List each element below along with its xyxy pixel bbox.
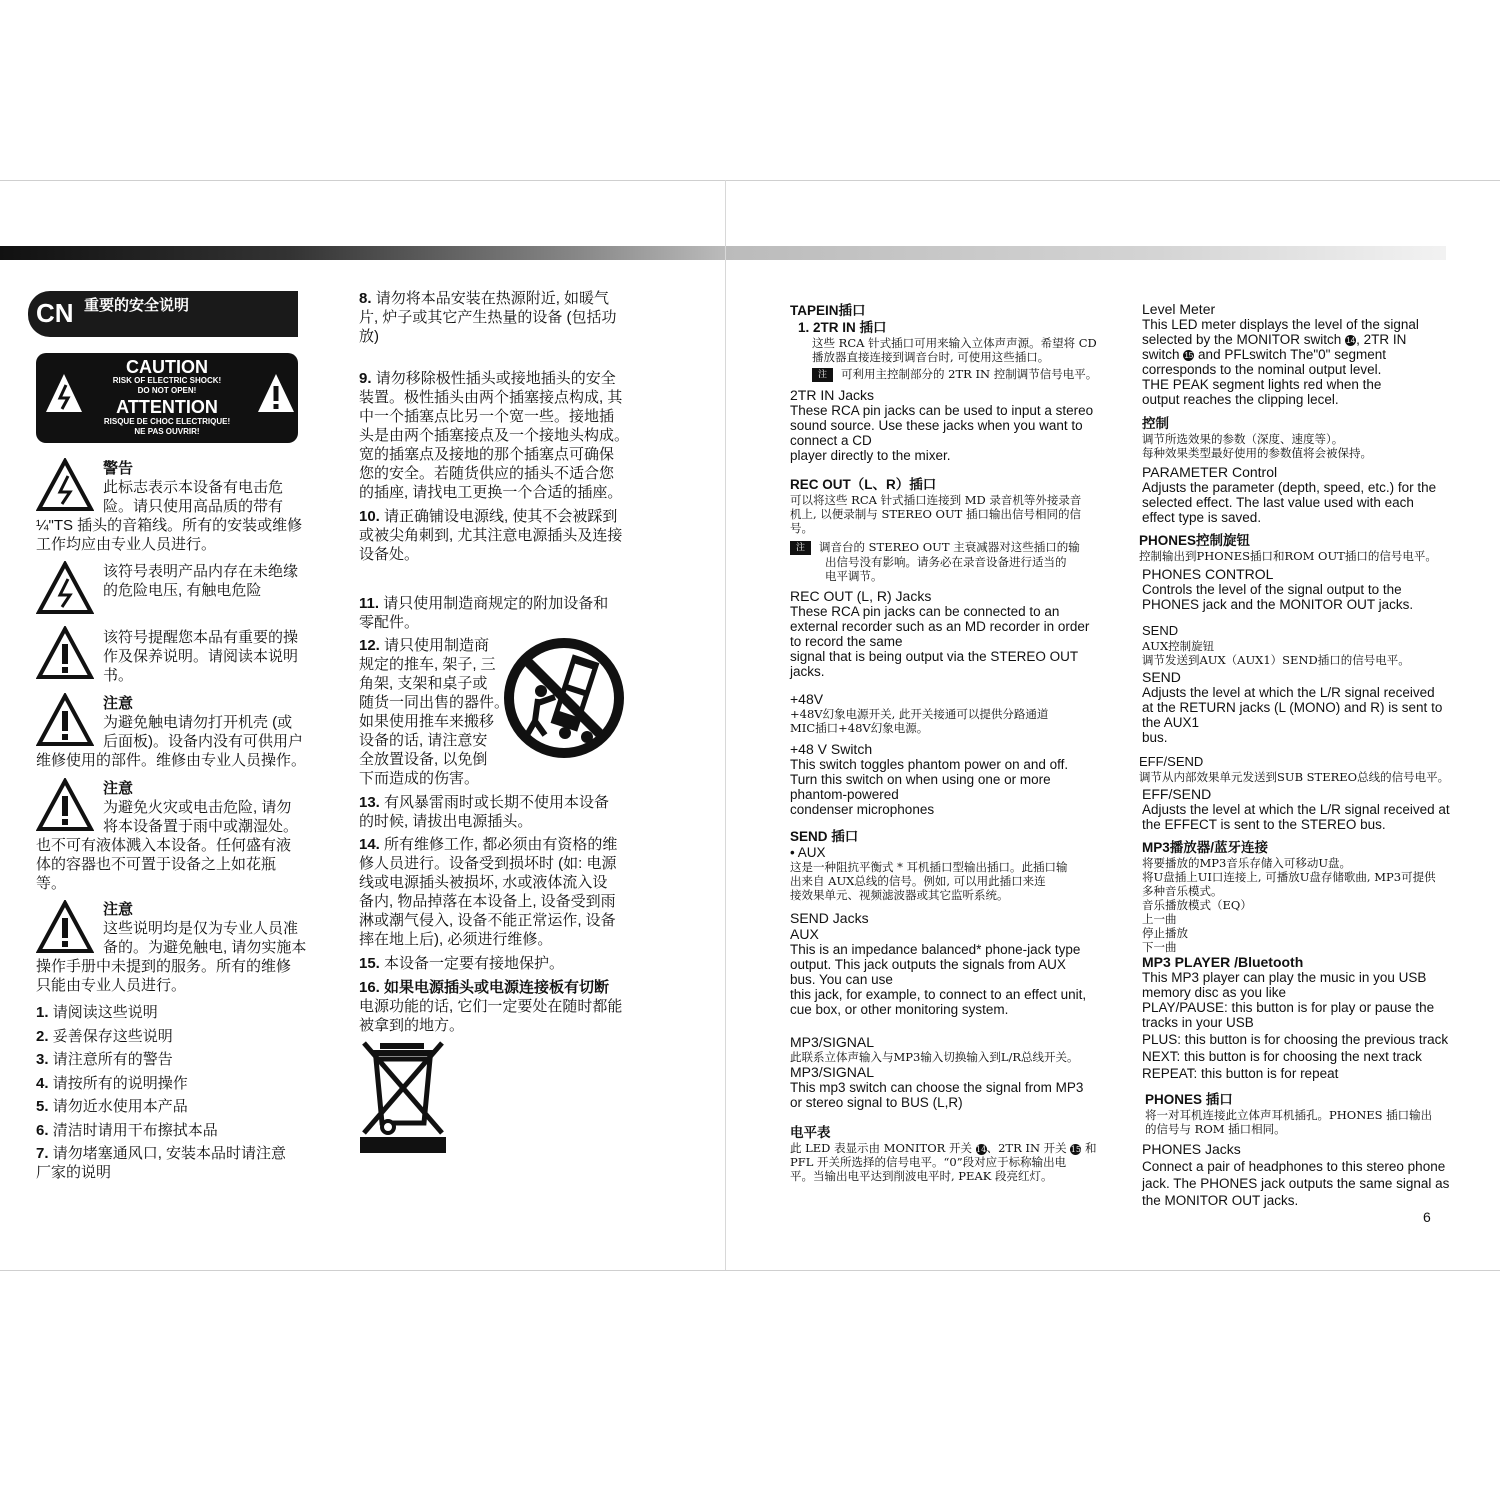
mp3-player-text-cn: 将U盘插上UI口连接上, 可播放U盘存储歌曲, MP3可提供 <box>1142 870 1436 884</box>
exclamation-triangle-icon <box>36 693 94 747</box>
mp3-player-text-cn: 上一曲 <box>1142 912 1177 926</box>
send-heading: SEND <box>1142 669 1181 685</box>
list-item <box>36 1144 316 1163</box>
list-number: 4. <box>36 1074 49 1092</box>
item-text: 如果电源插头或电源连接板有切断 <box>384 979 610 996</box>
phantom-text: Turn this switch on when using one or more <box>790 772 1051 787</box>
warning3-line: 该符号提醒您本品有重要的操 <box>103 629 299 646</box>
item-text: 中一个插塞点比另一个宽一些。接地插 <box>359 408 615 425</box>
eff-send-text: the EFFECT is sent to the STEREO bus. <box>1142 817 1386 832</box>
item-number: 10. <box>359 508 380 525</box>
list-number: 7. <box>36 1145 49 1162</box>
page-number: 6 <box>1423 1209 1431 1225</box>
note2-line: 将本设备置于雨中或潮湿处。 <box>103 818 299 835</box>
item-11 <box>359 594 629 613</box>
meter-text: , 2TR IN <box>1356 332 1407 347</box>
send-text-cn: 调节发送到AUX（AUX1）SEND插口的信号电平。 <box>1142 653 1410 667</box>
list-text: 请勿堵塞通风口, 安装本品时请注意 <box>52 1145 287 1162</box>
rec-out-text-cn: 号。 <box>790 521 813 535</box>
meter-text: switch <box>1142 347 1180 362</box>
item-text: 设备处。 <box>359 546 420 563</box>
item-number: 13. <box>359 794 380 811</box>
send-aux-label: • AUX <box>790 845 826 860</box>
mp3-player-heading: MP3 PLAYER /Bluetooth <box>1142 954 1304 970</box>
note3-line: 这些说明均是仅为专业人员准 <box>103 920 299 937</box>
bottom-page-edge <box>0 1270 1500 1271</box>
item-text: 有风暴雷雨时或长期不使用本设备 <box>384 794 610 811</box>
phantom-text: This switch toggles phantom power on and off. <box>790 757 1069 772</box>
send-text: This is an impedance balanced* phone-jack type <box>790 942 1081 957</box>
list-number: 1. <box>36 1004 49 1021</box>
item-15 <box>359 954 629 973</box>
mp3-player-text: NEXT: this button is for choosing the next track <box>1142 1049 1422 1064</box>
phantom-text: condenser microphones <box>790 802 935 817</box>
list-text: 请勿近水使用本产品 <box>52 1098 188 1115</box>
mp3-signal-text-cn: 此联系立体声输入与MP3输入切换输入到L/R总线开关。 <box>790 1050 1079 1064</box>
phantom-heading-cn: +48V <box>790 691 824 707</box>
rec-out-note <box>790 540 1120 555</box>
note-tag: 注 <box>812 368 833 382</box>
phantom-text-cn: MIC插口+48V幻象电源。 <box>790 721 929 735</box>
list-text: 妥善保存这些说明 <box>52 1027 173 1045</box>
attention-sub1: RISQUE DE CHOC ELECTRIQUE! <box>103 417 231 426</box>
caution-box <box>36 353 298 443</box>
mp3-player-text: memory disc as you like <box>1142 985 1287 1000</box>
mp3-signal-heading: MP3/SIGNAL <box>790 1064 875 1080</box>
parameter-text: Adjusts the parameter (depth, speed, etc.) for the <box>1142 480 1437 495</box>
note2-title: 注意 <box>103 780 134 797</box>
meter-text: 、2TR IN 开关 <box>986 1141 1067 1155</box>
item-text: 您的安全。若随货供应的插头不适合您 <box>359 465 615 482</box>
item-number: 15. <box>359 955 380 972</box>
list-text: 请按所有的说明操作 <box>52 1074 188 1092</box>
item-text: 所有维修工作, 都必须由有资格的维 <box>384 836 618 853</box>
warning1-title: 警告 <box>103 460 134 477</box>
mp3-player-text: PLUS: this button is for choosing the previous track <box>1142 1032 1449 1047</box>
page-spine <box>725 180 726 1270</box>
item-8 <box>359 289 629 308</box>
mp3-player-text-cn: 将要播放的MP3音乐存储入可移动U盘。 <box>1142 856 1352 870</box>
phones-jack-text-cn: 将一对耳机连接此立体声耳机插孔。PHONES 插口输出 <box>1145 1108 1433 1122</box>
item-text: 备内, 物品掉落在本设备上, 设备受到雨 <box>359 893 616 910</box>
list-item <box>36 1074 316 1098</box>
callout-15-badge: 15 <box>1070 1144 1081 1154</box>
item-text: 全放置设备, 以免倒 <box>359 751 488 768</box>
callout-14-badge: 14 <box>1346 335 1356 345</box>
item-14 <box>359 835 629 854</box>
rec-out-text: to record the same <box>790 634 903 649</box>
2tr-in-text-cn: 这些 RCA 针式插口可用来输入立体声声源。希望将 CD <box>812 336 1097 350</box>
caution-title: CAUTION <box>126 357 208 377</box>
item-9 <box>359 369 629 388</box>
2tr-in-text-cn: 播放器直接连接到调音台时, 可使用这些插口。 <box>812 350 1050 364</box>
parameter-text: effect type is saved. <box>1142 510 1262 525</box>
level-meter-text: output reaches the clipping lecel. <box>1142 392 1339 407</box>
item-text: 角架, 支架和桌子或 <box>359 675 488 692</box>
send-jacks-heading: SEND Jacks <box>790 910 869 926</box>
eff-send-text: Adjusts the level at which the L/R signal received at <box>1142 802 1450 817</box>
send-text: output. This jack outputs the signals from AUX <box>790 957 1066 972</box>
note3-line: 只能由专业人员进行。 <box>36 977 187 994</box>
phones-jack-text-cn: 的信号与 ROM 插口相同。 <box>1145 1122 1286 1136</box>
item-text: 规定的推车, 架子, 三 <box>359 656 496 673</box>
note-text: 出信号没有影响。请务必在录音设备进行适当的 <box>825 555 1067 569</box>
item-text: 修人员进行。设备受到损坏时 (如: 电源 <box>359 855 617 872</box>
list-item <box>36 1050 316 1074</box>
phantom-switch-heading: +48 V Switch <box>790 741 873 757</box>
phones-control-text-cn: 控制输出到PHONES插口和ROM OUT插口的信号电平。 <box>1139 549 1437 563</box>
rec-out-text-cn: 可以将这些 RCA 针式插口连接到 MD 录音机等外接录音 <box>790 493 1082 507</box>
caution-sub2: DO NOT OPEN! <box>137 386 197 395</box>
send-text-cn: 出来自 AUX总线的信号。例如, 可以用此插口来连 <box>790 874 1046 888</box>
level-meter-text <box>1142 347 1472 362</box>
level-meter-text: THE PEAK segment lights red when the <box>1142 377 1382 392</box>
2tr-in-text: player directly to the mixer. <box>790 448 951 463</box>
warning1-line: ¼"TS 插头的音箱线。所有的安装或维修 <box>36 517 303 534</box>
send-text-cn: 这是一种阻抗平衡式 * 耳机插口型输出插口。此插口输 <box>790 860 1068 874</box>
list-item <box>36 1097 316 1121</box>
warning2-line: 的危险电压, 有触电危险 <box>103 582 262 599</box>
note-text: 可利用主控制部分的 2TR IN 控制调节信号电平。 <box>841 367 1098 381</box>
item-number: 14. <box>359 836 380 853</box>
send-text: cue box, or other monitoring system. <box>790 1002 1009 1017</box>
item-text: 淋或潮气侵入, 设备不能正常运作, 设备 <box>359 912 616 929</box>
item-text: 请勿将本品安装在热源附近, 如暖气 <box>375 290 610 307</box>
list-item <box>36 1003 316 1027</box>
2tr-in-note <box>790 367 1120 382</box>
header-gradient-bar-left <box>0 246 725 260</box>
tapein-heading: TAPEIN插口 <box>790 303 866 318</box>
lightning-triangle-icon <box>36 458 94 512</box>
attention-title: ATTENTION <box>116 397 218 417</box>
right-page-column-2 <box>1139 301 1472 1208</box>
list-number: 2. <box>36 1027 49 1045</box>
level-meter-heading-cn: 电平表 <box>790 1125 831 1140</box>
list-item <box>36 1027 316 1051</box>
item-text: 随货一同出售的器件。 <box>359 694 510 711</box>
item-text: 请正确铺设电源线, 使其不会被踩到 <box>384 508 618 525</box>
list-item <box>36 1121 316 1145</box>
mp3-player-text: PLAY/PAUSE: this button is for play or pause the <box>1142 1000 1435 1015</box>
item-10 <box>359 507 629 526</box>
cn-badge: CN <box>36 298 74 328</box>
send-text: the AUX1 <box>1142 715 1200 730</box>
send-aux-heading: AUX <box>790 926 819 942</box>
header-gradient-bar-right <box>726 246 1446 260</box>
mp3-signal-text: This mp3 switch can choose the signal from MP3 <box>790 1080 1084 1095</box>
note1-title: 注意 <box>103 695 134 712</box>
item-text: 下而造成的伤害。 <box>359 770 480 787</box>
mp3-player-text-cn: 停止播放 <box>1142 926 1188 940</box>
phantom-text: phantom-powered <box>790 787 899 802</box>
callout-14-badge: 14 <box>976 1144 987 1154</box>
meter-text: selected by the MONITOR switch <box>1142 332 1342 347</box>
send-text: at the RETURN jacks (L (MONO) and R) is sent to <box>1142 700 1443 715</box>
2tr-in-jacks-heading: 2TR IN Jacks <box>790 387 875 403</box>
item-text: 如果使用推车来搬移 <box>359 713 495 730</box>
item-text: 设备的话, 请注意安 <box>359 732 488 749</box>
warning3-line: 作及保养说明。请阅读本说明 <box>103 648 299 665</box>
list-number: 3. <box>36 1051 49 1068</box>
rec-out-jacks-heading: REC OUT (L, R) Jacks <box>790 588 932 604</box>
note2-line: 也不可有液体溅入本设备。任何盛有液 <box>36 837 292 854</box>
item-text: 的插座, 请找电工更换一个合适的插座。 <box>359 484 623 501</box>
item-text: 宽的插塞点及接地的那个插塞点可确保 <box>359 446 615 463</box>
mp3-player-text: This MP3 player can play the music in you USB <box>1142 970 1427 985</box>
parameter-control-heading: PARAMETER Control <box>1142 464 1278 480</box>
item-text: 电源功能的话, 它们一定要处在随时都能 <box>359 998 623 1015</box>
item-number: 9. <box>359 370 372 387</box>
mp3-player-text-cn: 下一曲 <box>1142 940 1177 954</box>
lightning-triangle-icon <box>36 561 94 615</box>
note-text: 电平调节。 <box>825 569 883 583</box>
item-text: 装置。极性插头由两个插塞接点构成, 其 <box>359 389 623 406</box>
item-text: 线或电源插头被损坏, 水或液体流入设 <box>359 874 608 891</box>
item-text: 请勿移除极性插头或接地插头的安全 <box>375 370 616 387</box>
phones-control-text: PHONES jack and the MONITOR OUT jacks. <box>1142 597 1414 612</box>
item-text: 本设备一定要有接地保护。 <box>384 955 565 972</box>
level-meter-heading: Level Meter <box>1142 301 1216 317</box>
item-number: 16. <box>359 979 380 996</box>
warning1-line: 此标志表示本设备有电击危 <box>103 479 284 496</box>
mp3-player-heading-cn: MP3播放器/蓝牙连接 <box>1142 840 1269 855</box>
item-text: 或被尖角刺到, 尤其注意电源插头及连接 <box>359 527 623 544</box>
list-number: 5. <box>36 1098 49 1115</box>
mp3-signal-heading-cn: MP3/SIGNAL <box>790 1034 875 1050</box>
send-text: this jack, for example, to connect to an effect unit, <box>790 987 1087 1002</box>
parameter-text: selected effect. The last value used with each <box>1142 495 1414 510</box>
eff-send-heading: EFF/SEND <box>1142 786 1212 802</box>
cart-tipover-warning-icon <box>503 637 625 759</box>
cn-title-banner <box>28 291 298 337</box>
phones-jack-heading-cn: PHONES 插口 <box>1145 1092 1233 1107</box>
note1-line: 为避免触电请勿打开机壳 (或 <box>103 714 293 731</box>
caution-sub1: RISK OF ELECTRIC SHOCK! <box>112 376 222 385</box>
note2-line: 体的容器也不可置于设备之上如花瓶 <box>36 856 277 873</box>
send-heading-cn: SEND 插口 <box>790 829 859 844</box>
item-text: 放) <box>359 328 379 345</box>
note2-line: 等。 <box>36 875 67 892</box>
2tr-in-text: connect a CD <box>790 433 872 448</box>
item-16 <box>359 978 629 997</box>
eff-send-text-cn: 调节从内部效果单元发送到SUB STEREO总线的信号电平。 <box>1139 770 1450 784</box>
2tr-in-text: sound source. Use these jacks when you want to <box>790 418 1083 433</box>
list-number: 6. <box>36 1121 49 1139</box>
phantom-text-cn: +48V幻象电源开关, 此开关接通可以提供分路通道 <box>790 707 1049 721</box>
send-text: bus. You can use <box>790 972 893 987</box>
rec-out-text-cn: 机上, 以便录制与 STEREO OUT 插口输出信号相同的信 <box>790 507 1081 521</box>
control-text-cn: 调节所选效果的参数（深度、速度等）。 <box>1142 432 1344 446</box>
level-meter-text-cn: 平。当输出电平达到削波电平时, PEAK 段亮红灯。 <box>790 1169 1053 1183</box>
level-meter-text <box>1142 332 1472 347</box>
phones-control-heading-cn: PHONES控制旋钮 <box>1139 533 1251 548</box>
warning3-line: 书。 <box>103 667 134 684</box>
instruction-list <box>36 1003 316 1182</box>
section-title: 重要的安全说明 <box>84 297 190 314</box>
rec-out-text: jacks. <box>790 664 825 679</box>
top-page-edge <box>0 180 1500 181</box>
exclamation-triangle-icon <box>36 778 94 832</box>
mp3-player-text-cn: 多种音乐模式。 <box>1142 884 1223 898</box>
exclamation-triangle-icon <box>36 626 94 680</box>
send-text-cn: 接效果单元、视频滤波器或其它监听系统。 <box>790 888 1009 902</box>
item-text: 被拿到的地方。 <box>359 1017 465 1034</box>
note3-line: 备的。为避免触电, 请勿实施本 <box>103 939 307 956</box>
right-page-column-1 <box>790 302 1120 1183</box>
warning1-line: 工作均应由专业人员进行。 <box>36 536 217 553</box>
note3-line: 操作手册中未提到的服务。所有的维修 <box>36 958 292 975</box>
2tr-in-heading-cn: 1. 2TR IN 插口 <box>798 320 887 335</box>
phones-control-text: Controls the level of the signal output to the <box>1142 582 1402 597</box>
item-number: 11. <box>359 595 380 612</box>
exclamation-triangle-icon <box>36 900 94 954</box>
item-13 <box>359 793 629 812</box>
note1-line: 后面板)。设备内没有可供用户 <box>103 733 303 750</box>
send-heading-cn: SEND <box>1142 623 1179 638</box>
callout-15-badge: 15 <box>1184 350 1194 360</box>
list-text: 请阅读这些说明 <box>52 1004 158 1021</box>
mp3-signal-text: or stereo signal to BUS (L,R) <box>790 1095 963 1110</box>
rec-out-text: These RCA pin jacks can be connected to an <box>790 604 1060 619</box>
item-text: 摔在地上后), 必须进行维修。 <box>359 931 553 948</box>
mp3-player-text: REPEAT: this button is for repeat <box>1142 1066 1339 1081</box>
mp3-player-text-cn: 音乐播放模式（EQ） <box>1142 898 1252 912</box>
eff-send-heading-cn: EFF/SEND <box>1139 754 1204 769</box>
item-number: 12. <box>359 637 380 654</box>
control-text-cn: 每种效果类型最好使用的参数值将会被保持。 <box>1142 446 1372 460</box>
level-meter-text-cn: PFL 开关所选择的信号电平。“0”段对应于标称输出电 <box>790 1155 1067 1169</box>
item-text: 请只使用制造商 <box>384 637 490 654</box>
rec-out-text: signal that is being output via the STEREO OUT <box>790 649 1079 664</box>
item-text: 片, 炉子或其它产生热量的设备 (包括功 <box>359 309 617 326</box>
send-text-cn: AUX控制旋钮 <box>1142 639 1215 653</box>
note3-title: 注意 <box>103 901 134 918</box>
phones-jacks-heading: PHONES Jacks <box>1142 1141 1241 1157</box>
list-text: 请注意所有的警告 <box>52 1051 173 1068</box>
2tr-in-text: These RCA pin jacks can be used to input a stereo <box>790 403 1094 418</box>
send-text: bus. <box>1142 730 1168 745</box>
level-meter-text: corresponds to the nominal output level. <box>1142 362 1382 377</box>
attention-sub2: NE PAS OUVRIR! <box>134 427 200 436</box>
note-text: 调音台的 STEREO OUT 主衰减器对这些插口的输 <box>819 540 1080 554</box>
rec-out-text: external recorder such as an MD recorder in order <box>790 619 1090 634</box>
note2-line: 为避免火灾或电击危险, 请勿 <box>103 799 292 816</box>
level-meter-text: This LED meter displays the level of the signal <box>1142 317 1419 332</box>
note1-line: 维修使用的部件。维修由专业人员操作。 <box>36 752 307 769</box>
list-text: 厂家的说明 <box>36 1164 112 1181</box>
warning2-line: 该符号表明产品内存在未绝缘 <box>103 563 299 580</box>
mp3-player-text: tracks in your USB <box>1142 1015 1254 1030</box>
meter-text: 此 LED 表显示由 MONITOR 开关 <box>790 1141 972 1155</box>
phones-jacks-text: jack. The PHONES jack outputs the same signal as <box>1142 1176 1450 1191</box>
phones-control-heading: PHONES CONTROL <box>1142 566 1274 582</box>
send-text: Adjusts the level at which the L/R signal received <box>1142 685 1435 700</box>
weee-crossed-bin-icon <box>358 1037 448 1155</box>
rec-out-heading-cn: REC OUT（L、R）插口 <box>790 477 937 492</box>
meter-text: and PFLswitch The"0" segment <box>1198 347 1386 362</box>
phones-jacks-text: the MONITOR OUT jacks. <box>1142 1193 1299 1208</box>
list-text: 清洁时请用干布擦拭本品 <box>52 1121 218 1139</box>
item-number: 8. <box>359 290 372 307</box>
item-text: 零配件。 <box>359 614 420 631</box>
meter-text: 和 <box>1084 1141 1097 1155</box>
item-text: 请只使用制造商规定的附加设备和 <box>383 595 609 612</box>
item-text: 头是由两个插塞接点及一个接地头构成。 <box>359 427 630 444</box>
note-tag: 注 <box>790 541 811 555</box>
warning1-line: 险。请只使用高品质的带有 <box>103 498 284 515</box>
phones-jacks-text: Connect a pair of headphones to this stereo phone <box>1142 1159 1446 1174</box>
level-meter-text-cn <box>790 1141 1120 1155</box>
control-heading-cn: 控制 <box>1142 416 1169 431</box>
item-text: 的时候, 请拔出电源插头。 <box>359 813 533 830</box>
